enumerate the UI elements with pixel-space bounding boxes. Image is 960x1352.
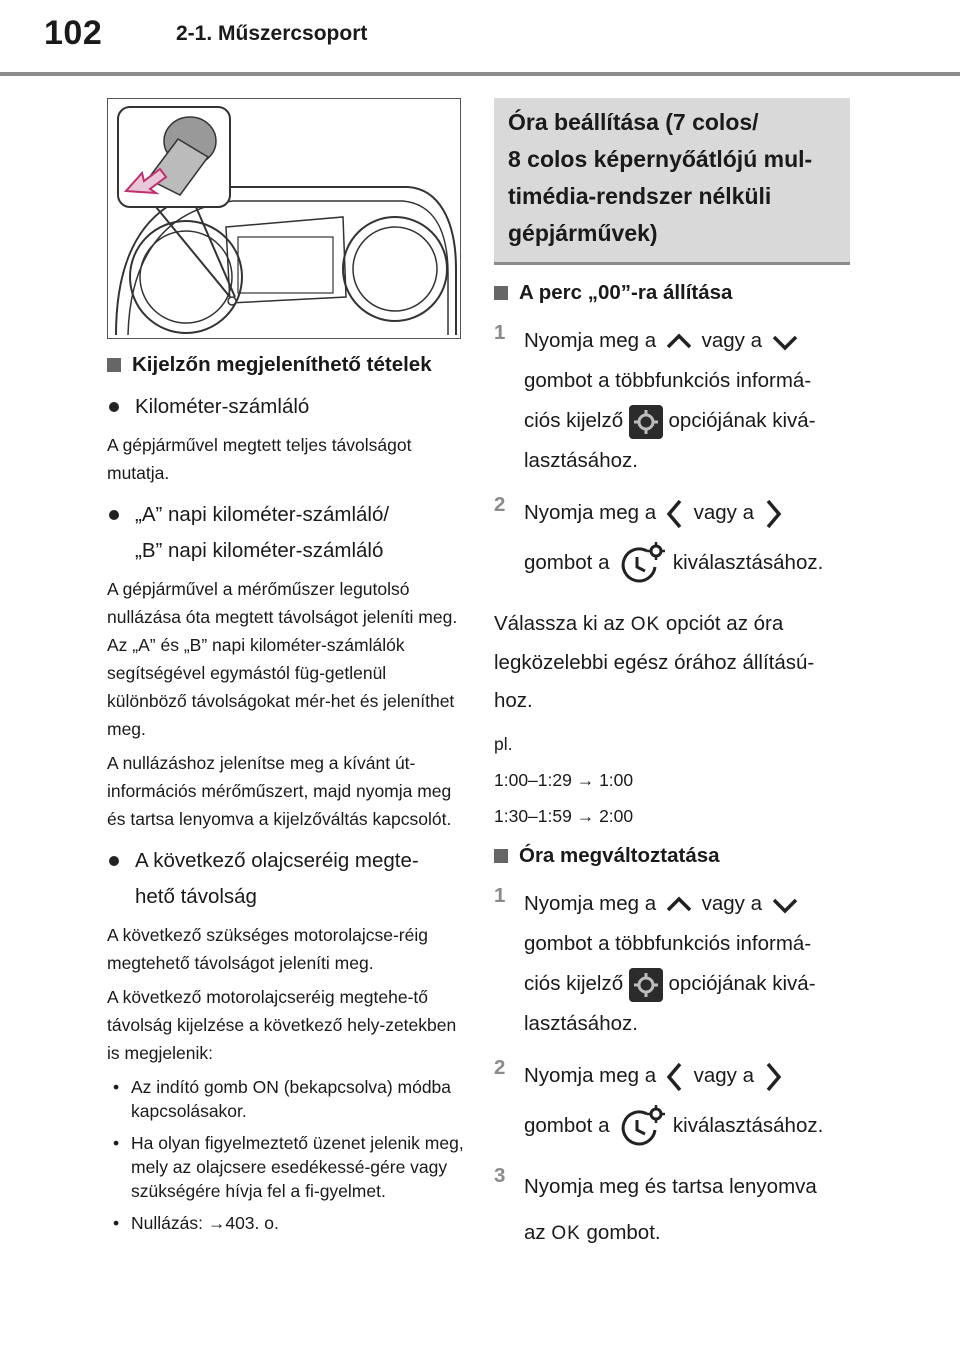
page-number: 102 [44,14,103,52]
ok-icon: OK [630,614,661,635]
trip-desc-1: A gépjárművel a mérőműszer legutolsó nullázása óta megtett távolságot jeleníti meg. Az „A” és „B” napi kilométer-számlálók segítségével egymástól füg-getlenül különböző távolságokat mér-het és jeleníthet meg. [107,579,458,739]
trip-desc-2: A nullázáshoz jelenítse meg a kívánt út-információs mérőműszert, majd nyomja meg és tartsa lenyomva a kijelzőváltás kapcsolót. [107,753,452,829]
gear-icon [629,968,663,1002]
bullet-icon [109,856,119,866]
clock-setting-title-box: Óra beállítása (7 colos/ 8 colos képernyőátlójú mul- timédia-rendszer nélküli gépjárművek) [494,98,850,265]
example-2: 1:30–1:59 → 2:00 [494,806,634,826]
square-bullet-icon [494,849,508,863]
section-heading-change-clock: Óra megváltoztatása [494,842,854,870]
header-rule [0,72,960,76]
gear-icon [629,405,663,439]
bullet-icon [109,510,119,520]
step-1: 1 Nyomja meg a vagy a gombot a többfunkciós informá- ciós kijelző opciójának kivá- lasztásához. [494,884,816,1035]
page-header [0,0,960,78]
cluster-illustration [108,99,462,340]
right-column [494,98,854,1257]
list-item: • Nullázás: →403. o. [113,1213,279,1233]
section-heading-minute-reset: A perc „00”-ra állítása [494,279,854,307]
example-1: 1:00–1:29 → 1:00 [494,770,634,790]
chevron-left-icon [662,1060,688,1094]
instrument-cluster-figure [107,98,461,339]
chevron-right-icon [760,1060,786,1094]
bullet-icon [109,402,119,412]
chevron-up-icon [662,895,696,915]
square-bullet-icon [494,286,508,300]
select-ok-paragraph: Válassza ki az OK opciót az óra legközelebbi egész órához állítású- hoz. [494,612,815,712]
oil-desc-2: A következő motorolajcseréig megtehe-tő távolság kijelzése a következő hely-zetekben is megjelenik: [107,987,457,1063]
ok-icon: OK [551,1223,581,1244]
example-label: pl. [494,734,513,754]
step-1: 1 Nyomja meg a vagy a gombot a többfunkciós informá- ciós kijelző opciójának kivá- lasztásához. [494,321,816,472]
chevron-down-icon [768,332,802,352]
chevron-up-icon [662,332,696,352]
step-3: 3 Nyomja meg és tartsa lenyomva az OK gombot. [494,1164,817,1244]
list-item: • Ha olyan figyelmeztető üzenet jelenik meg, mely az olajcsere esedékessé-gére vagy szükségére hívja fel a fi-gyelmet. [113,1133,464,1201]
oil-desc-1: A következő szükséges motorolajcse-réig megtehető távolságot jeleníti meg. [107,925,428,973]
square-bullet-icon [107,358,121,372]
step-2: 2 Nyomja meg a vagy a gombot a kiválasztásához. [494,493,854,593]
list-item: • Az indító gomb ON (bekapcsolva) módba kapcsolásakor. [113,1077,452,1121]
item-trip-meter: „A” napi kilométer-számláló/ „B” napi kilométer-számláló [107,497,465,569]
clock-settings-icon [615,541,667,587]
item-oil-change: A következő olajcseréig megte- hető távolság [107,843,465,915]
section-heading-display-items: Kijelzőn megjeleníthető tételek [107,351,465,379]
chevron-left-icon [662,497,688,531]
odometer-desc: A gépjárművel megtett teljes távolságot mutatja. [107,435,412,483]
left-column [107,98,465,1235]
clock-settings-icon [615,1104,667,1150]
item-odometer: Kilométer-számláló [107,389,465,425]
section-title: 2-1. Műszercsoport [176,22,368,45]
chevron-right-icon [760,497,786,531]
chevron-down-icon [768,895,802,915]
step-2: 2 Nyomja meg a vagy a gombot a kiválasztásához. [494,1056,854,1156]
